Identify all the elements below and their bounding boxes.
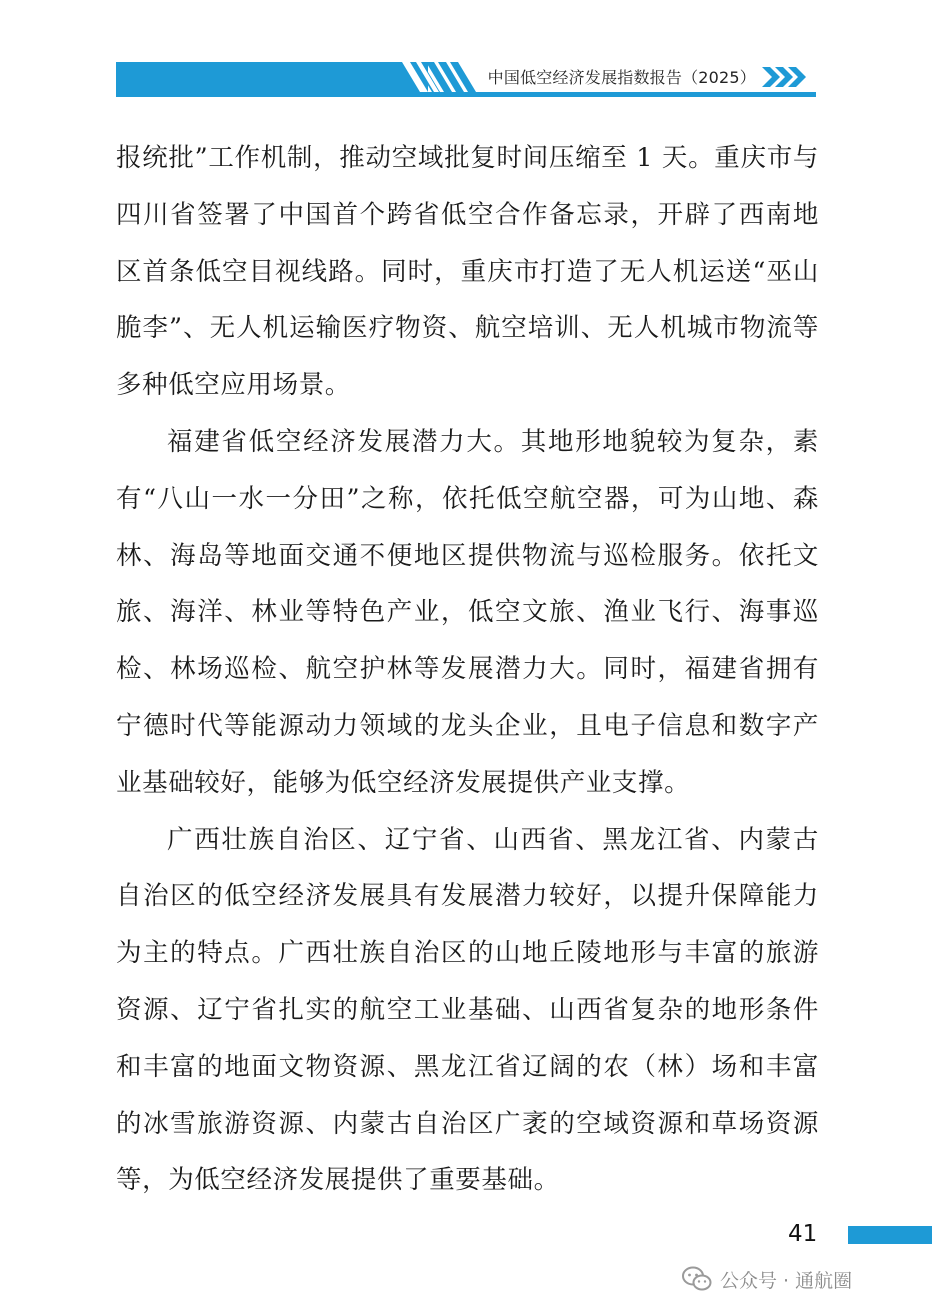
chevrons-icon	[762, 67, 816, 87]
paragraph-fujian: 福建省低空经济发展潜力大。其地形地貌较为复杂，素有“八山一水一分田”之称，依托低空航空器，可为山地、森林、海岛等地面交通不便地区提供物流与巡检服务。依托文旅、海洋、林业等特色产业，低空文旅、渔业飞行、海事巡检、林场巡检、航空护林等发展潜力大。同时，福建省拥有宁德时代等能源动力领域的龙头企业，且电子信息和数字产业基础较好，能够为低空经济发展提供产业支撑。	[116, 426, 819, 798]
page-number: 41	[788, 1221, 818, 1247]
body-text	[116, 130, 819, 1209]
page-header	[116, 62, 816, 98]
watermark	[682, 1264, 852, 1294]
header-accent-block	[116, 62, 428, 92]
report-title: 中国低空经济发展指数报告（2025）	[487, 68, 756, 87]
wechat-icon	[682, 1266, 712, 1292]
header-rule	[116, 92, 816, 97]
header-stripes-decoration	[394, 62, 484, 92]
paragraph-chongqing: 报统批”工作机制，推动空域批复时间压缩至 1 天。重庆市与四川省签署了中国首个跨省低空合作备忘录，开辟了西南地区首条低空目视线路。同时，重庆市打造了无人机运送“巫山脆李”、无人机运输医疗物资、航空培训、无人机城市物流等多种低空应用场景。	[116, 143, 819, 401]
footer-accent-bar	[848, 1226, 932, 1244]
paragraph-guangxi: 广西壮族自治区、辽宁省、山西省、黑龙江省、内蒙古自治区的低空经济发展具有发展潜力较好，以提升保障能力为主的特点。广西壮族自治区的山地丘陵地形与丰富的旅游资源、辽宁省扎实的航空工业基础、山西省复杂的地形条件和丰富的地面文物资源、黑龙江省辽阔的农（林）场和丰富的冰雪旅游资源、内蒙古自治区广袤的空域资源和草场资源等，为低空经济发展提供了重要基础。	[116, 824, 819, 1196]
watermark-text: 公众号 · 通航圈	[720, 1269, 853, 1292]
